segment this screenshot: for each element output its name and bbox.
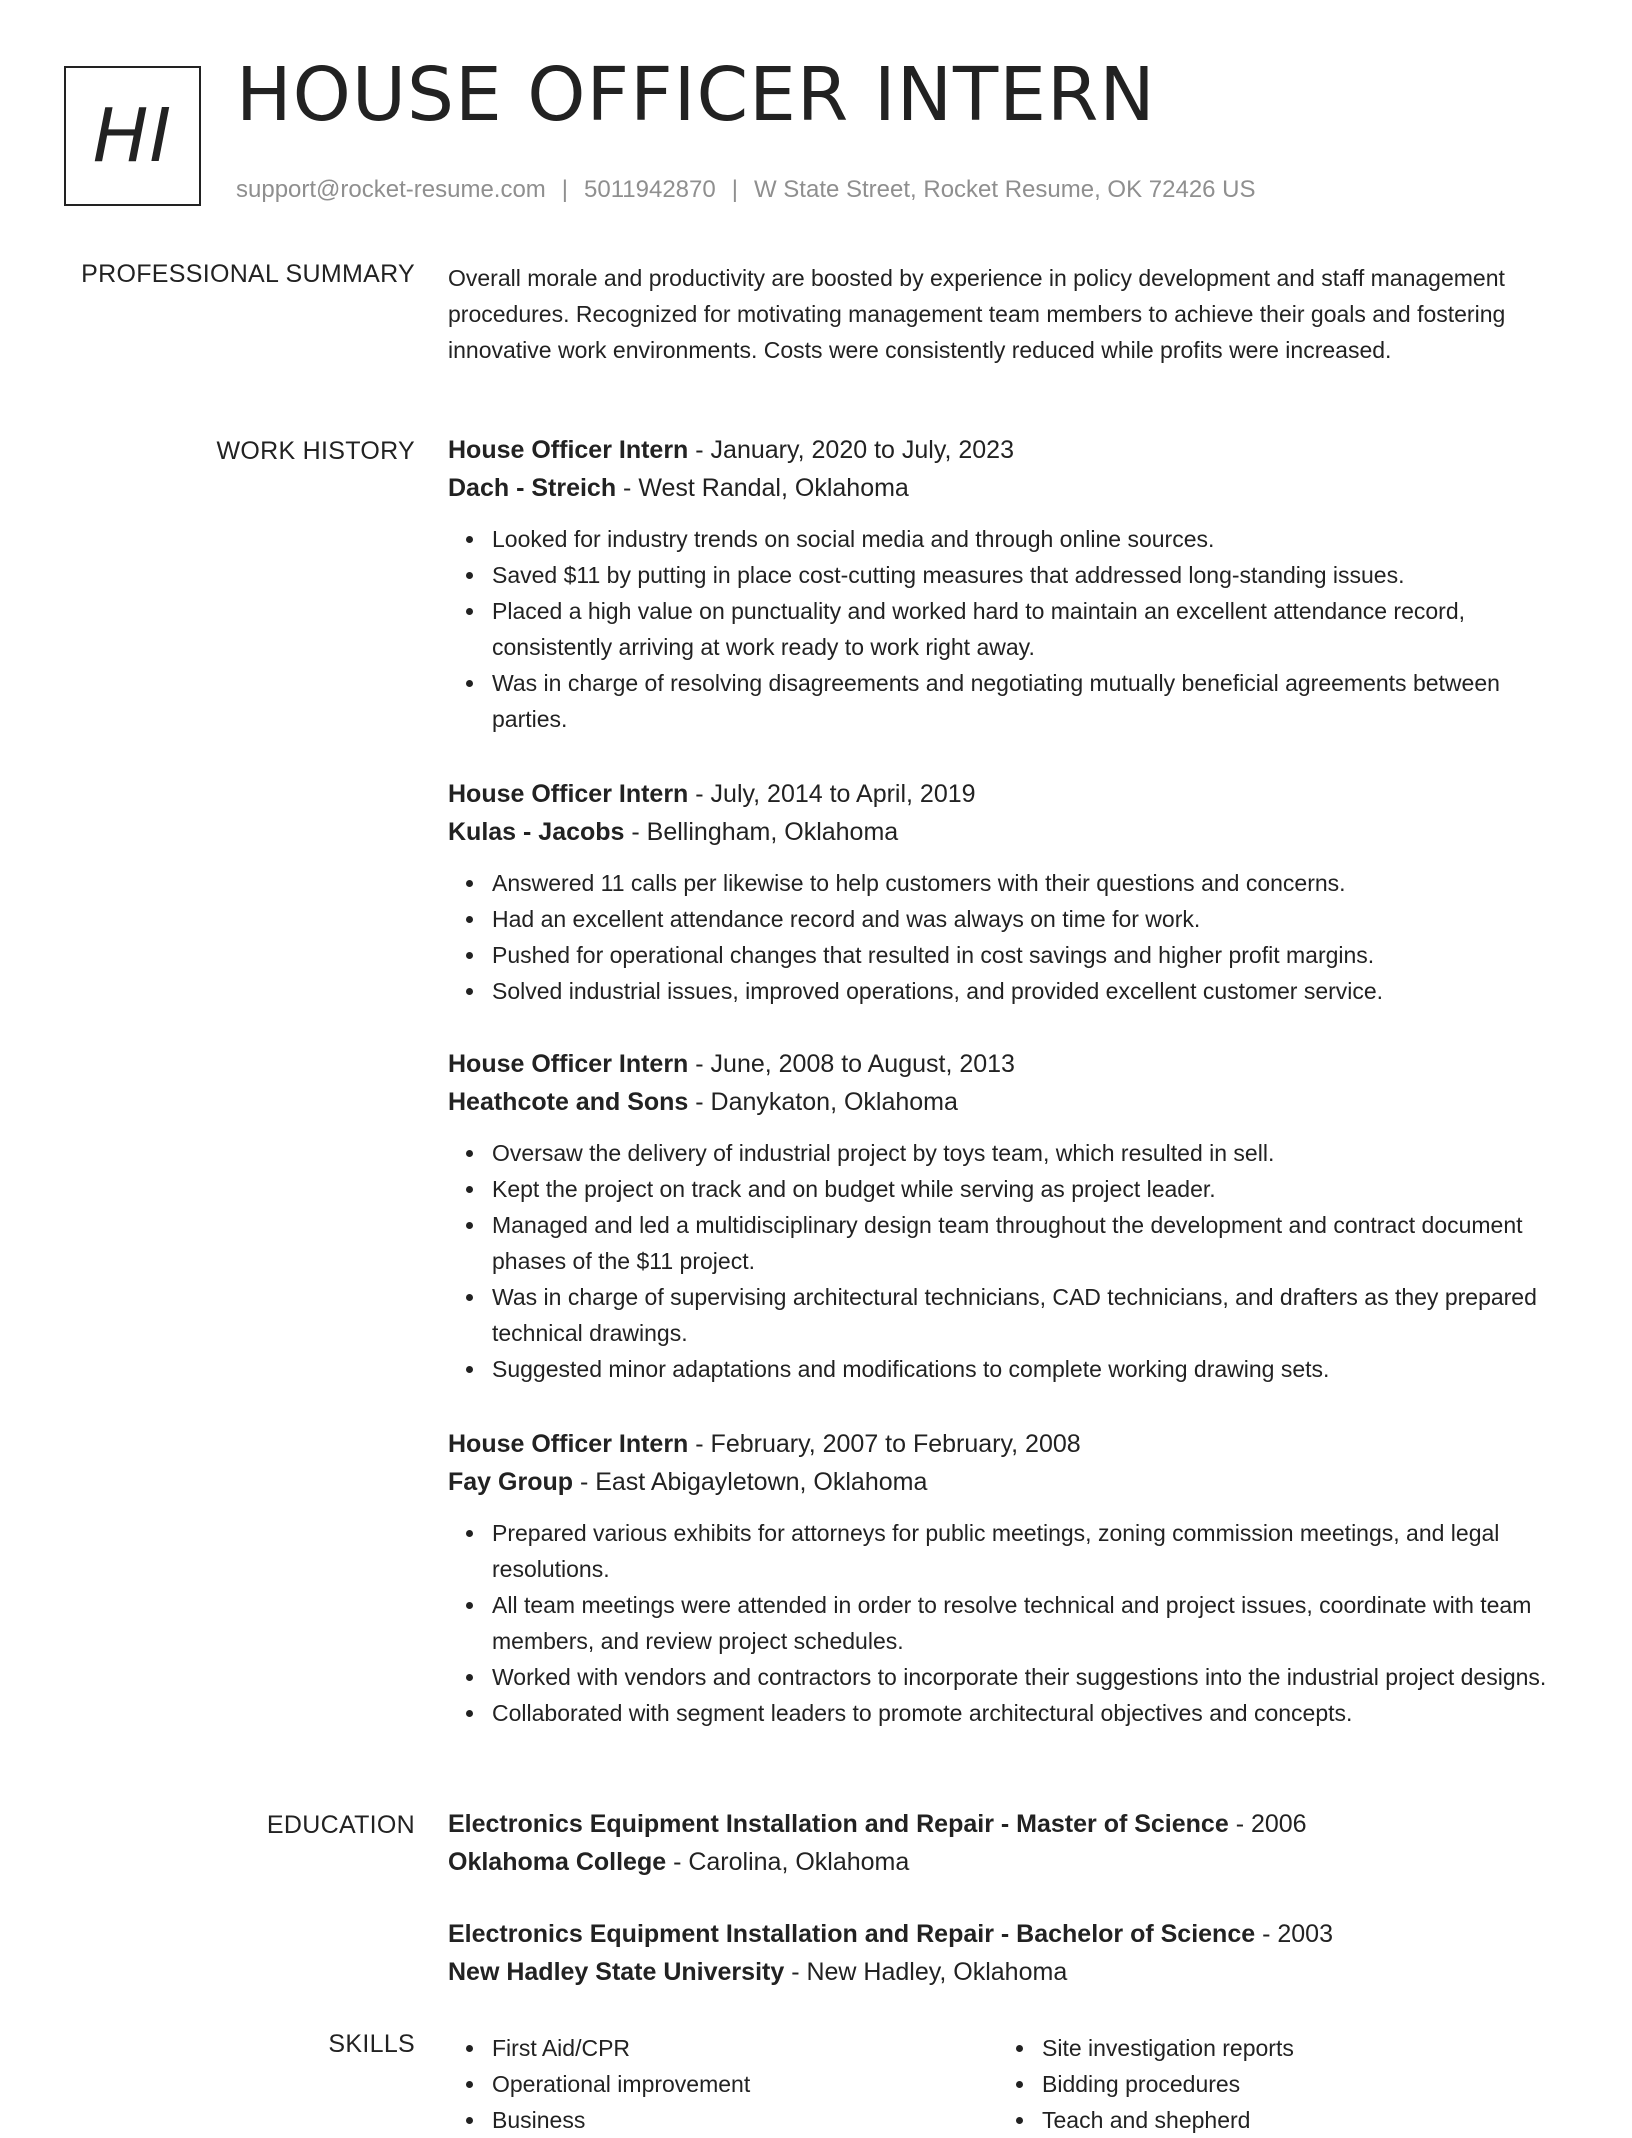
job-role: House Officer Intern — [448, 1050, 689, 1078]
skill-item: Operational improvement — [492, 2066, 968, 2102]
section-title-summary: PROFESSIONAL SUMMARY — [81, 260, 415, 288]
education-degree-line — [448, 1805, 1568, 1843]
job-employer — [448, 1463, 1568, 1501]
bullet-item: Pushed for operational changes that resulted in cost savings and higher profit margins. — [492, 937, 1568, 973]
job-role: House Officer Intern — [448, 780, 689, 808]
job-company: Kulas - Jacobs — [448, 818, 625, 846]
bullet-item: Looked for industry trends on social media and through online sources. — [492, 521, 1568, 557]
summary-text: Overall morale and productivity are boosted by experience in policy development and staff management procedures. Recognized for motivating management team members to achieve their goals and fostering innovative work environments. Costs were consistently reduced while profits were increased. — [448, 265, 1506, 363]
education-school: Oklahoma College — [448, 1848, 667, 1876]
job-dates: - January, 2020 to July, 2023 — [688, 436, 1014, 464]
bullet-item: Placed a high value on punctuality and worked hard to maintain an excellent attendance record, consistently arriving at work ready to work right away. — [492, 593, 1568, 665]
contact-phone: 5011942870 — [584, 176, 716, 203]
job-employer — [448, 813, 1568, 851]
job-employer — [448, 1083, 1568, 1121]
bullet-item: Kept the project on track and on budget while serving as project leader. — [492, 1171, 1568, 1207]
education-degree-line — [448, 1915, 1568, 1953]
bullet-item: Was in charge of supervising architectural technicians, CAD technicians, and drafters as they prepared technical drawings. — [492, 1279, 1568, 1351]
bullet-item: Collaborated with segment leaders to promote architectural objectives and concepts. — [492, 1695, 1568, 1731]
job-header — [448, 431, 1568, 469]
job-role: House Officer Intern — [448, 1430, 689, 1458]
bullet-item: Had an excellent attendance record and was always on time for work. — [492, 901, 1568, 937]
education-year: - 2006 — [1228, 1810, 1307, 1838]
monogram-logo — [64, 66, 201, 206]
skill-item: Site investigation reports — [1042, 2030, 1518, 2066]
skill-item: Business — [492, 2102, 968, 2138]
job-employer — [448, 469, 1568, 507]
section-title-work-history: WORK HISTORY — [216, 437, 415, 465]
job-entry — [448, 1045, 1568, 1387]
job-dates: - July, 2014 to April, 2019 — [688, 780, 976, 808]
skills-column-right — [998, 2030, 1518, 2138]
job-location: - East Abigayletown, Oklahoma — [573, 1468, 928, 1496]
skill-item: First Aid/CPR — [492, 2030, 968, 2066]
education-school-line — [448, 1843, 1568, 1881]
education-entry — [448, 1915, 1568, 1991]
job-location: - Danykaton, Oklahoma — [688, 1088, 958, 1116]
education-degree: Electronics Equipment Installation and Repair - Master of Science — [448, 1810, 1229, 1838]
skills-list — [448, 2030, 968, 2138]
job-entry — [448, 1425, 1568, 1731]
education-school: New Hadley State University — [448, 1958, 785, 1986]
education-year: - 2003 — [1255, 1920, 1333, 1948]
job-dates: - February, 2007 to February, 2008 — [688, 1430, 1081, 1458]
section-title-education: EDUCATION — [266, 1811, 415, 1839]
bullet-item: Managed and led a multidisciplinary design team throughout the development and contract document phases of the $11 project. — [492, 1207, 1568, 1279]
education-location: - Carolina, Oklahoma — [666, 1848, 910, 1876]
job-location: - Bellingham, Oklahoma — [624, 818, 899, 846]
skills-list — [998, 2030, 1518, 2138]
skill-item: Teach and shepherd — [1042, 2102, 1518, 2138]
job-header — [448, 1045, 1568, 1083]
job-entry — [448, 775, 1568, 1009]
job-company: Heathcote and Sons — [448, 1088, 689, 1116]
bullet-item: All team meetings were attended in order to resolve technical and project issues, coordinate with team members, and review project schedules. — [492, 1587, 1568, 1659]
job-bullets — [448, 1135, 1568, 1387]
bullet-item: Suggested minor adaptations and modifications to complete working drawing sets. — [492, 1351, 1568, 1387]
education-school-line — [448, 1953, 1568, 1991]
bullet-item: Prepared various exhibits for attorneys for public meetings, zoning commission meetings, and legal resolutions. — [492, 1515, 1568, 1587]
job-header — [448, 775, 1568, 813]
job-bullets — [448, 521, 1568, 737]
skills-column-left — [448, 2030, 968, 2138]
bullet-item: Worked with vendors and contractors to incorporate their suggestions into the industrial project designs. — [492, 1659, 1568, 1695]
contact-separator: | — [561, 176, 569, 203]
contact-line — [236, 176, 1256, 204]
resume-title: HOUSE OFFICER INTERN — [236, 52, 1156, 138]
job-entry — [448, 431, 1568, 737]
bullet-item: Saved $11 by putting in place cost-cutting measures that addressed long-standing issues. — [492, 557, 1568, 593]
education-entry — [448, 1805, 1568, 1881]
section-title-skills: SKILLS — [328, 2030, 415, 2058]
skill-item: Bidding procedures — [1042, 2066, 1518, 2102]
job-dates: - June, 2008 to August, 2013 — [688, 1050, 1015, 1078]
job-role: House Officer Intern — [448, 436, 689, 464]
job-location: - West Randal, Oklahoma — [616, 474, 909, 502]
job-company: Dach - Streich — [448, 474, 617, 502]
job-header — [448, 1425, 1568, 1463]
job-company: Fay Group — [448, 1468, 574, 1496]
summary-body — [448, 260, 1568, 368]
contact-email: support@rocket-resume.com — [236, 176, 546, 203]
job-bullets — [448, 865, 1568, 1009]
education-location: - New Hadley, Oklahoma — [784, 1958, 1068, 1986]
bullet-item: Answered 11 calls per likewise to help customers with their questions and concerns. — [492, 865, 1568, 901]
contact-separator: | — [731, 176, 738, 203]
bullet-item: Solved industrial issues, improved operations, and provided excellent customer service. — [492, 973, 1568, 1009]
job-bullets — [448, 1515, 1568, 1731]
education-degree: Electronics Equipment Installation and Repair - Bachelor of Science — [448, 1920, 1256, 1948]
contact-address: W State Street, Rocket Resume, OK 72426 US — [753, 176, 1256, 203]
bullet-item: Oversaw the delivery of industrial project by toys team, which resulted in sell. — [492, 1135, 1568, 1171]
monogram-initials: HI — [92, 93, 173, 179]
bullet-item: Was in charge of resolving disagreements and negotiating mutually beneficial agreements between parties. — [492, 665, 1568, 737]
